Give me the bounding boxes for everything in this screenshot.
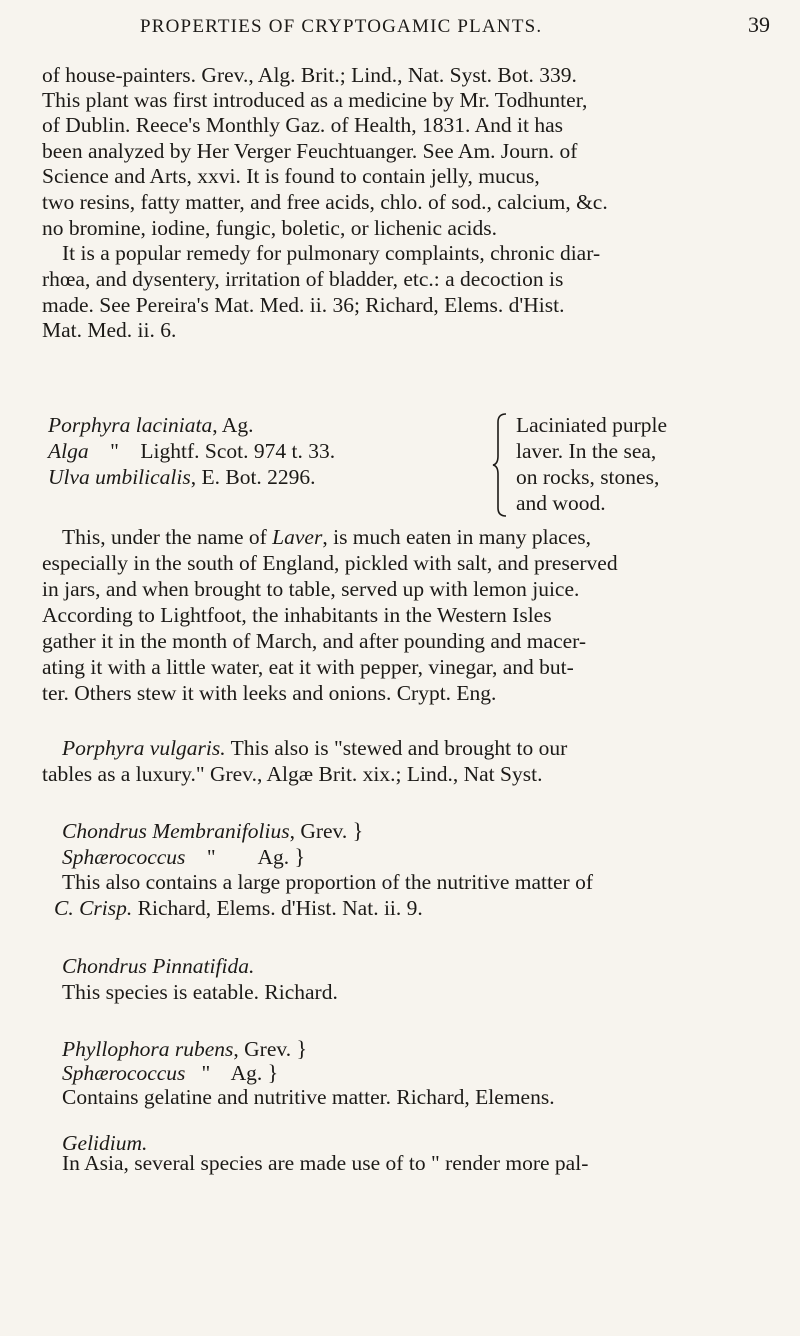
para3-line-3: in jars, and when brought to table, served up with lemon juice. xyxy=(42,577,580,601)
gelidium-line-2: In Asia, several species are made use of to " render more pal- xyxy=(62,1151,589,1175)
running-header xyxy=(70,10,770,44)
chondrus-membranifolius-line-3: This also contains a large proportion of the nutritive matter of xyxy=(62,870,593,894)
synonym-2: Alga " Lightf. Scot. 974 t. 33. xyxy=(48,439,336,463)
synonym-3: Ulva umbilicalis, E. Bot. 2296. xyxy=(48,465,316,489)
synonym-1: Porphyra laciniata, Ag. xyxy=(48,413,254,437)
chondrus-membranifolius-line-2: Sphærococcus " Ag. } xyxy=(62,844,306,869)
para2-line-1: It is a popular remedy for pulmonary complaints, chronic diar- xyxy=(62,241,601,265)
para2-line-4: Mat. Med. ii. 6. xyxy=(42,318,177,342)
porphyra-laciniata-entry xyxy=(48,410,778,520)
para3-line-5: gather it in the month of March, and after pounding and macer- xyxy=(42,629,587,653)
page-number: 39 xyxy=(748,12,770,37)
description-line-1: Laciniated purple xyxy=(516,413,668,437)
chondrus-pinnatifida-name: Chondrus Pinnatifida. xyxy=(62,954,255,978)
para1-line-4: been analyzed by Her Verger Feuchtuanger. See Am. Journ. of xyxy=(42,139,578,163)
porphyra-vulgaris-line-1: Porphyra vulgaris. This also is "stewed and brought to our xyxy=(62,736,568,760)
para3-line-1: This, under the name of Laver, is much eaten in many places, xyxy=(62,525,592,549)
para1-line-6: two resins, fatty matter, and free acids, chlo. of sod., calcium, &c. xyxy=(42,190,608,214)
porphyra-vulgaris-line-2: tables as a luxury." Grev., Algæ Brit. xix.; Lind., Nat Syst. xyxy=(42,762,543,786)
phyllophora-line-3: Contains gelatine and nutritive matter. Richard, Elemens. xyxy=(62,1085,555,1109)
para2-line-3: made. See Pereira's Mat. Med. ii. 36; Richard, Elems. d'Hist. xyxy=(42,293,565,317)
para3-line-2: especially in the south of England, pickled with salt, and preserved xyxy=(42,551,618,575)
para1-line-1: of house-painters. Grev., Alg. Brit.; Lind., Nat. Syst. Bot. 339. xyxy=(42,63,577,87)
description-line-3: on rocks, stones, xyxy=(516,465,660,489)
curly-brace-icon xyxy=(492,412,508,518)
para1-line-7: no bromine, iodine, fungic, boletic, or lichenic acids. xyxy=(42,216,497,240)
para1-line-5: Science and Arts, xxvi. It is found to contain jelly, mucus, xyxy=(42,164,540,188)
gelidium-name: Gelidium. xyxy=(62,1131,148,1155)
description-line-4: and wood. xyxy=(516,491,606,515)
chondrus-membranifolius-line-4: C. Crisp. Richard, Elems. d'Hist. Nat. ii. 9. xyxy=(54,896,423,920)
description-line-2: laver. In the sea, xyxy=(516,439,657,463)
para2-line-2: rhœa, and dysentery, irritation of bladder, etc.: a decoction is xyxy=(42,267,564,291)
chondrus-pinnatifida-line-2: This species is eatable. Richard. xyxy=(62,980,338,1004)
para3-line-7: ter. Others stew it with leeks and onions. Crypt. Eng. xyxy=(42,681,497,705)
para3-line-6: ating it with a little water, eat it with pepper, vinegar, and but- xyxy=(42,655,574,679)
para3-line-4: According to Lightfoot, the inhabitants in the Western Isles xyxy=(42,603,552,627)
phyllophora-line-2: Sphærococcus " Ag. } xyxy=(62,1060,279,1085)
chondrus-membranifolius-line-1: Chondrus Membranifolius, Grev. } xyxy=(62,818,364,843)
para1-line-2: This plant was first introduced as a medicine by Mr. Todhunter, xyxy=(42,88,588,112)
header-title: PROPERTIES OF CRYPTOGAMIC PLANTS. xyxy=(140,16,543,37)
para1-line-3: of Dublin. Reece's Monthly Gaz. of Health, 1831. And it has xyxy=(42,113,563,137)
phyllophora-line-1: Phyllophora rubens, Grev. } xyxy=(62,1036,308,1061)
